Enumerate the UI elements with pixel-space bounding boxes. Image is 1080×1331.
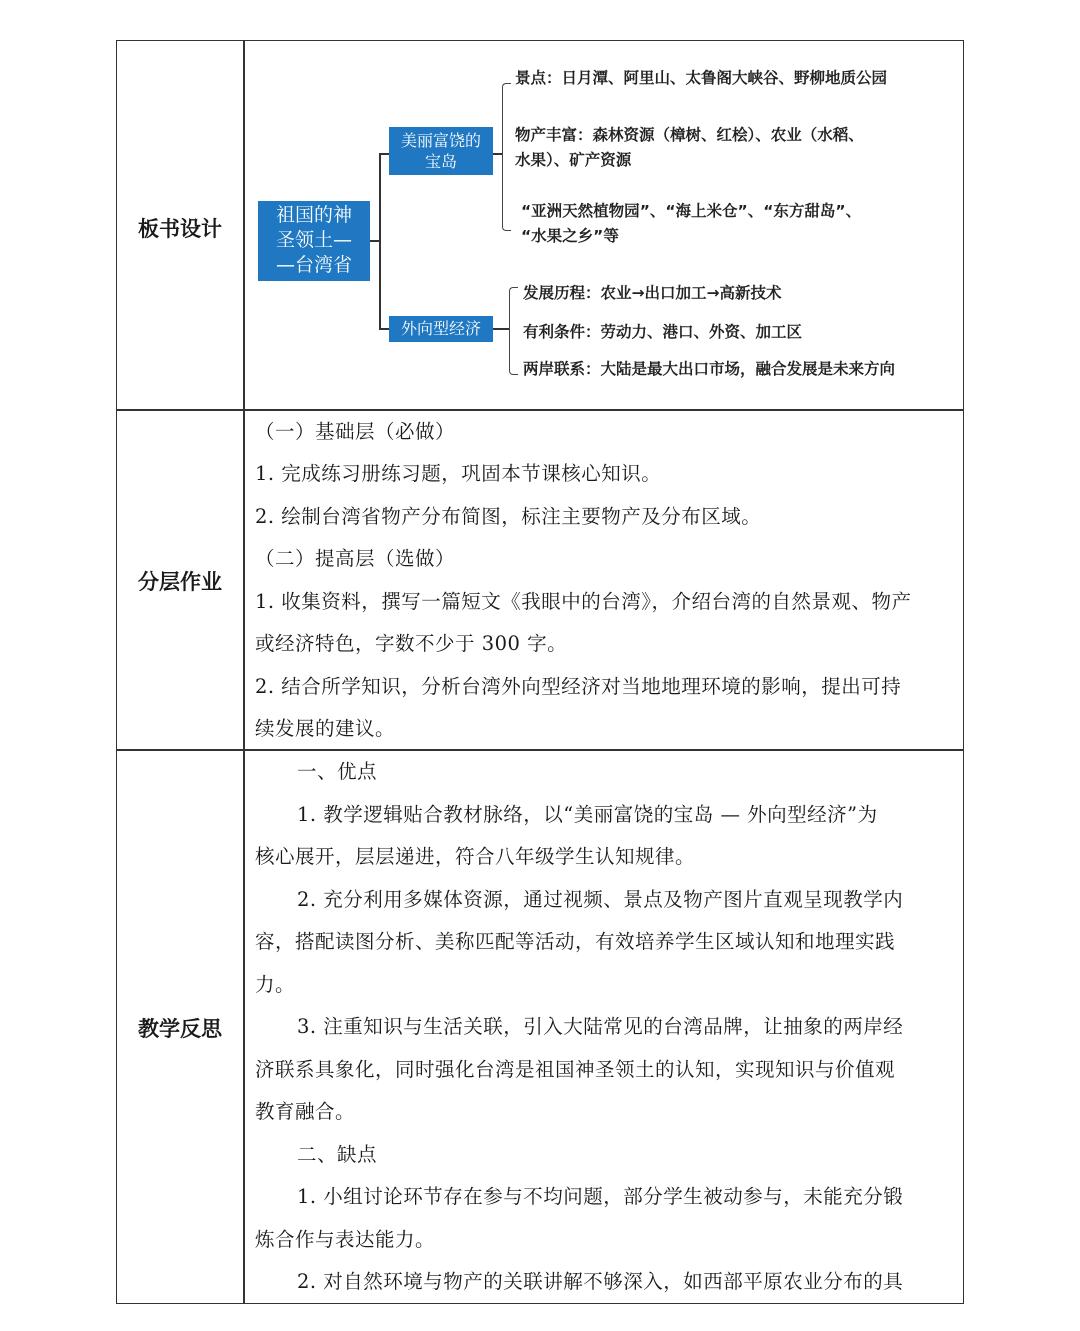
homework-line: 续发展的建议。 — [255, 717, 396, 740]
connector — [379, 153, 389, 155]
reflection-line: 容，搭配读图分析、美称匹配等活动，有效培养学生区域认知和地理实践 — [255, 930, 896, 953]
nicknames-note-cont: “水果之乡”等 — [521, 227, 619, 245]
homework-line: （一）基础层（必做） — [255, 420, 456, 443]
reflection-line: 核心展开，层层递进，符合八年级学生认知规律。 — [255, 845, 696, 868]
row-label-reflection: 教学反思 — [138, 1017, 222, 1041]
homework-line: （二）提高层（选做） — [255, 547, 456, 570]
reflection-line: 1. 教学逻辑贴合教材脉络，以“美丽富饶的宝岛 — 外向型经济”为 — [297, 803, 878, 826]
main-topic-line: 圣领土— — [275, 229, 352, 251]
row-label-homework: 分层作业 — [138, 570, 222, 594]
branch-line: 宝岛 — [424, 152, 457, 171]
main-topic-box — [258, 201, 370, 281]
homework-line: 或经济特色，字数不少于 300 字。 — [255, 632, 568, 655]
reflection-line: 力。 — [255, 973, 296, 996]
conditions-note: 有利条件：劳动力、港口、外资、加工区 — [523, 323, 803, 341]
homework-line: 1. 收集资料，撰写一篇短文《我眼中的台湾》，介绍台湾的自然景观、物产 — [255, 590, 912, 613]
row-label-board: 板书设计 — [138, 217, 222, 241]
connector — [379, 328, 389, 330]
nicknames-note: “亚洲天然植物园”、“海上米仓”、“东方甜岛”、 — [521, 202, 862, 220]
branch-line: 美丽富饶的 — [400, 131, 481, 150]
bracket — [509, 287, 518, 375]
scenic-spots-note: 景点：日月潭、阿里山、太鲁阁大峡谷、野柳地质公园 — [515, 69, 888, 87]
reflection-line: 2. 对自然环境与物产的关联讲解不够深入，如西部平原农业分布的具 — [297, 1270, 904, 1293]
reflection-line: 一、优点 — [297, 760, 378, 783]
reflection-line: 炼合作与表达能力。 — [255, 1228, 436, 1251]
homework-line: 1. 完成练习册练习题，巩固本节课核心知识。 — [255, 462, 662, 485]
branch-box-treasure-island — [389, 127, 493, 175]
homework-line: 2. 结合所学知识，分析台湾外向型经济对当地地理环境的影响，提出可持 — [255, 675, 902, 698]
reflection-line: 1. 小组讨论环节存在参与不均问题，部分学生被动参与，未能充分锻 — [297, 1185, 904, 1208]
reflection-line: 教育融合。 — [255, 1100, 356, 1123]
reflection-line: 3. 注重知识与生活关联，引入大陆常见的台湾品牌，让抽象的两岸经 — [297, 1015, 904, 1038]
homework-line: 2. 绘制台湾省物产分布简图，标注主要物产及分布区域。 — [255, 505, 762, 528]
products-note: 物产丰富：森林资源（樟树、红桧）、农业（水稻、 — [515, 126, 864, 144]
branch-box-export-economy: 外向型经济 — [389, 316, 493, 342]
column-divider — [243, 41, 245, 1303]
reflection-line: 二、缺点 — [297, 1143, 378, 1166]
connector — [493, 328, 509, 330]
main-topic-line: —台湾省 — [275, 254, 352, 276]
lesson-plan-table — [116, 40, 964, 1304]
reflection-line: 济联系具象化，同时强化台湾是祖国神圣领土的认知，实现知识与价值观 — [255, 1058, 896, 1081]
products-note-cont: 水果）、矿产资源 — [515, 151, 632, 169]
connector — [379, 153, 381, 329]
cross-strait-note: 两岸联系：大陆是最大出口市场，融合发展是未来方向 — [523, 360, 896, 378]
reflection-line: 2. 充分利用多媒体资源，通过视频、景点及物产图片直观呈现教学内 — [297, 888, 904, 911]
bracket — [502, 83, 511, 231]
development-note: 发展历程：农业→出口加工→高新技术 — [523, 284, 782, 302]
main-topic-line: 祖国的神 — [275, 204, 352, 226]
